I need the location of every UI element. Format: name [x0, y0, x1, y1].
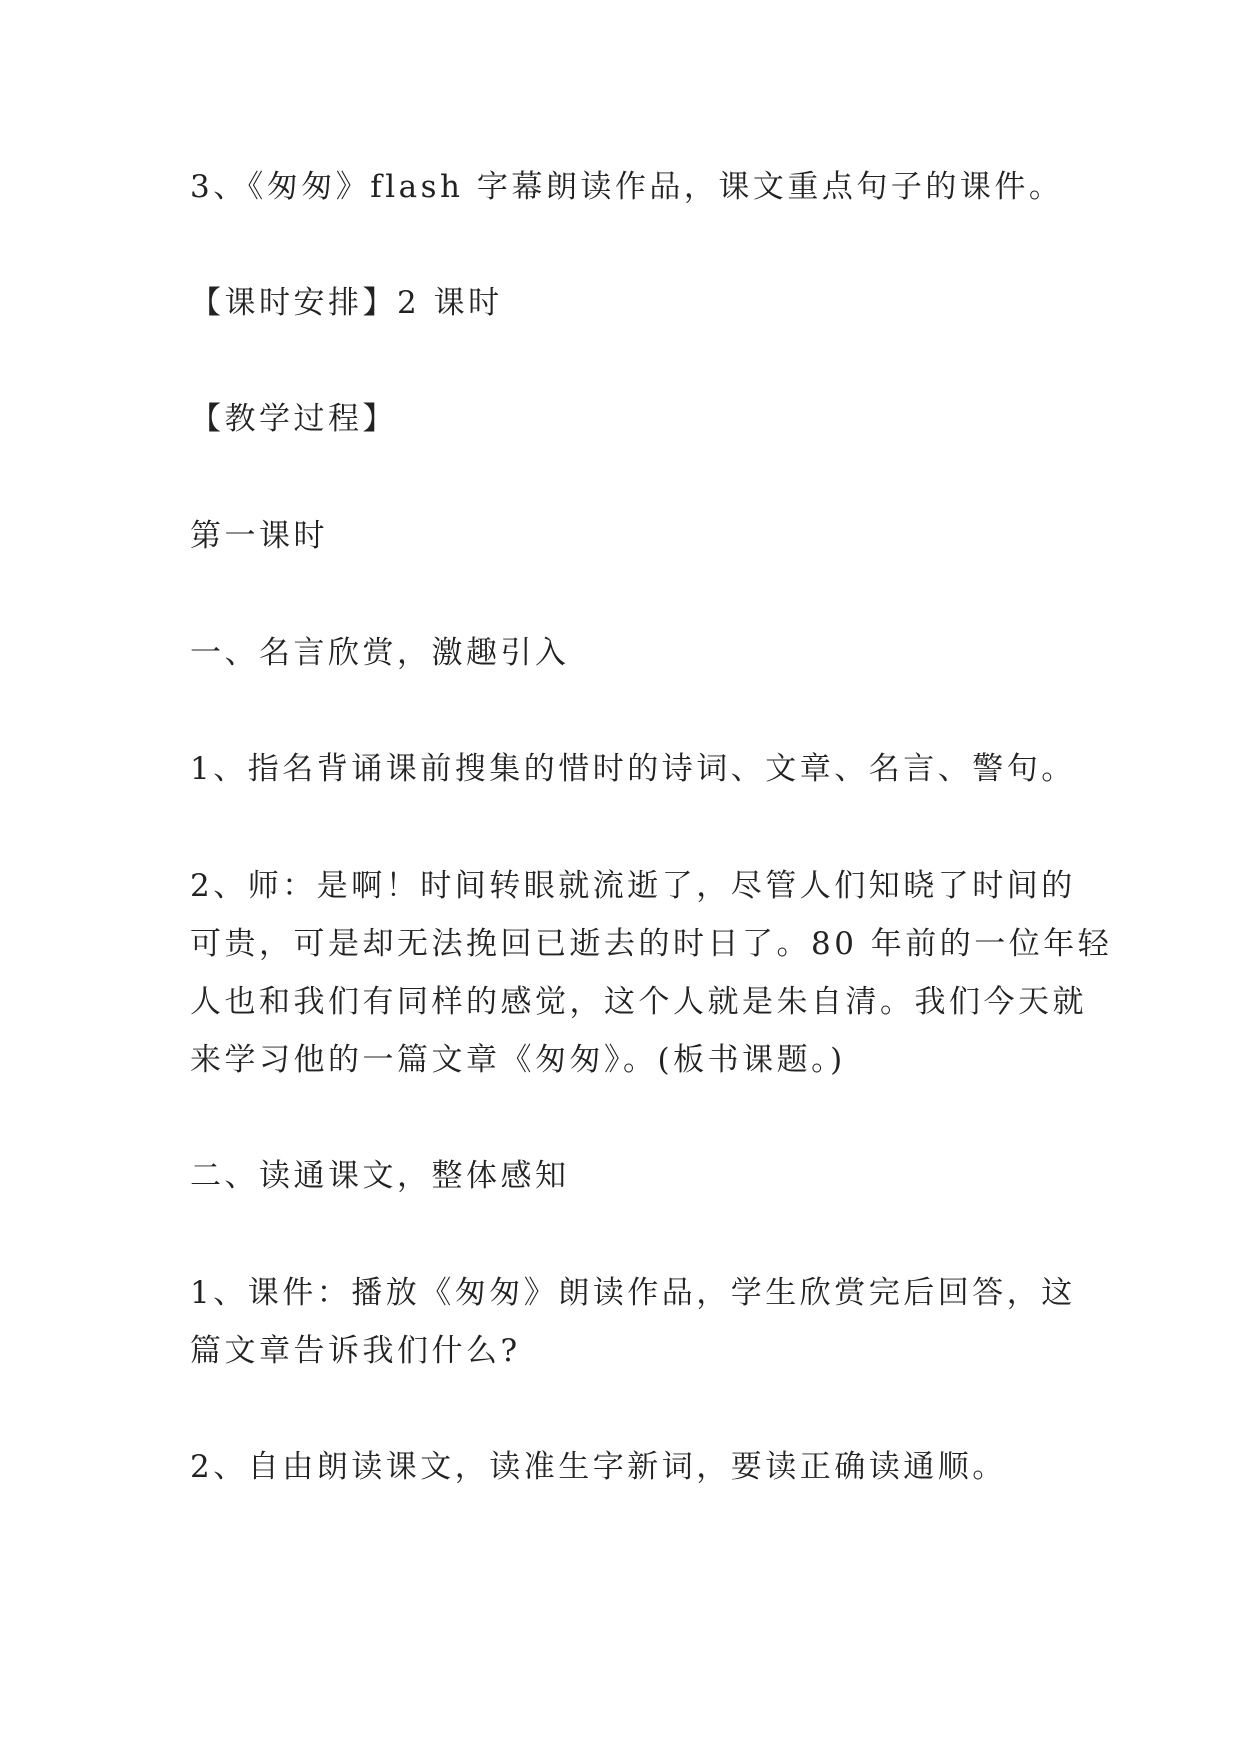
text-line: 来学习他的一篇文章《匆匆》。(板书课题。)	[190, 1042, 846, 1078]
text-line: 3、《匆匆》flash 字幕朗读作品，课文重点句子的课件。	[190, 169, 1064, 205]
text-line: 1、指名背诵课前搜集的惜时的诗词、文章、名言、警句。	[190, 751, 1076, 787]
step-1-courseware	[190, 1264, 1076, 1380]
section-two-heading	[190, 1147, 1060, 1205]
step-1-recite	[190, 740, 1076, 798]
text-line: 2、自由朗读课文，读准生字新词，要读正确读通顺。	[190, 1449, 1007, 1485]
text-line: 人也和我们有同样的感觉，这个人就是朱自清。我们今天就	[190, 984, 1087, 1020]
text-line: 一、名言欣赏，激趣引入	[190, 635, 570, 671]
material-item-3	[190, 158, 1064, 216]
first-lesson-heading	[190, 507, 1060, 565]
teaching-process-heading	[190, 390, 1060, 448]
text-line: 2、师：是啊！时间转眼就流逝了，尽管人们知晓了时间的	[190, 868, 1076, 904]
text-line: 篇文章告诉我们什么?	[190, 1333, 521, 1369]
text-line: 1、课件：播放《匆匆》朗读作品，学生欣赏完后回答，这	[190, 1275, 1076, 1311]
section-one-heading	[190, 624, 1060, 682]
lesson-schedule	[190, 274, 1060, 332]
text-line: 二、读通课文，整体感知	[190, 1158, 570, 1194]
text-line: 第一课时	[190, 518, 328, 554]
step-2-teacher-intro	[190, 857, 1113, 1089]
step-2-free-reading	[190, 1438, 1060, 1496]
text-line: 【教学过程】	[190, 401, 397, 437]
text-line: 可贵，可是却无法挽回已逝去的时日了。80 年前的一位年轻	[190, 926, 1113, 962]
text-line: 【课时安排】2 课时	[190, 285, 503, 321]
